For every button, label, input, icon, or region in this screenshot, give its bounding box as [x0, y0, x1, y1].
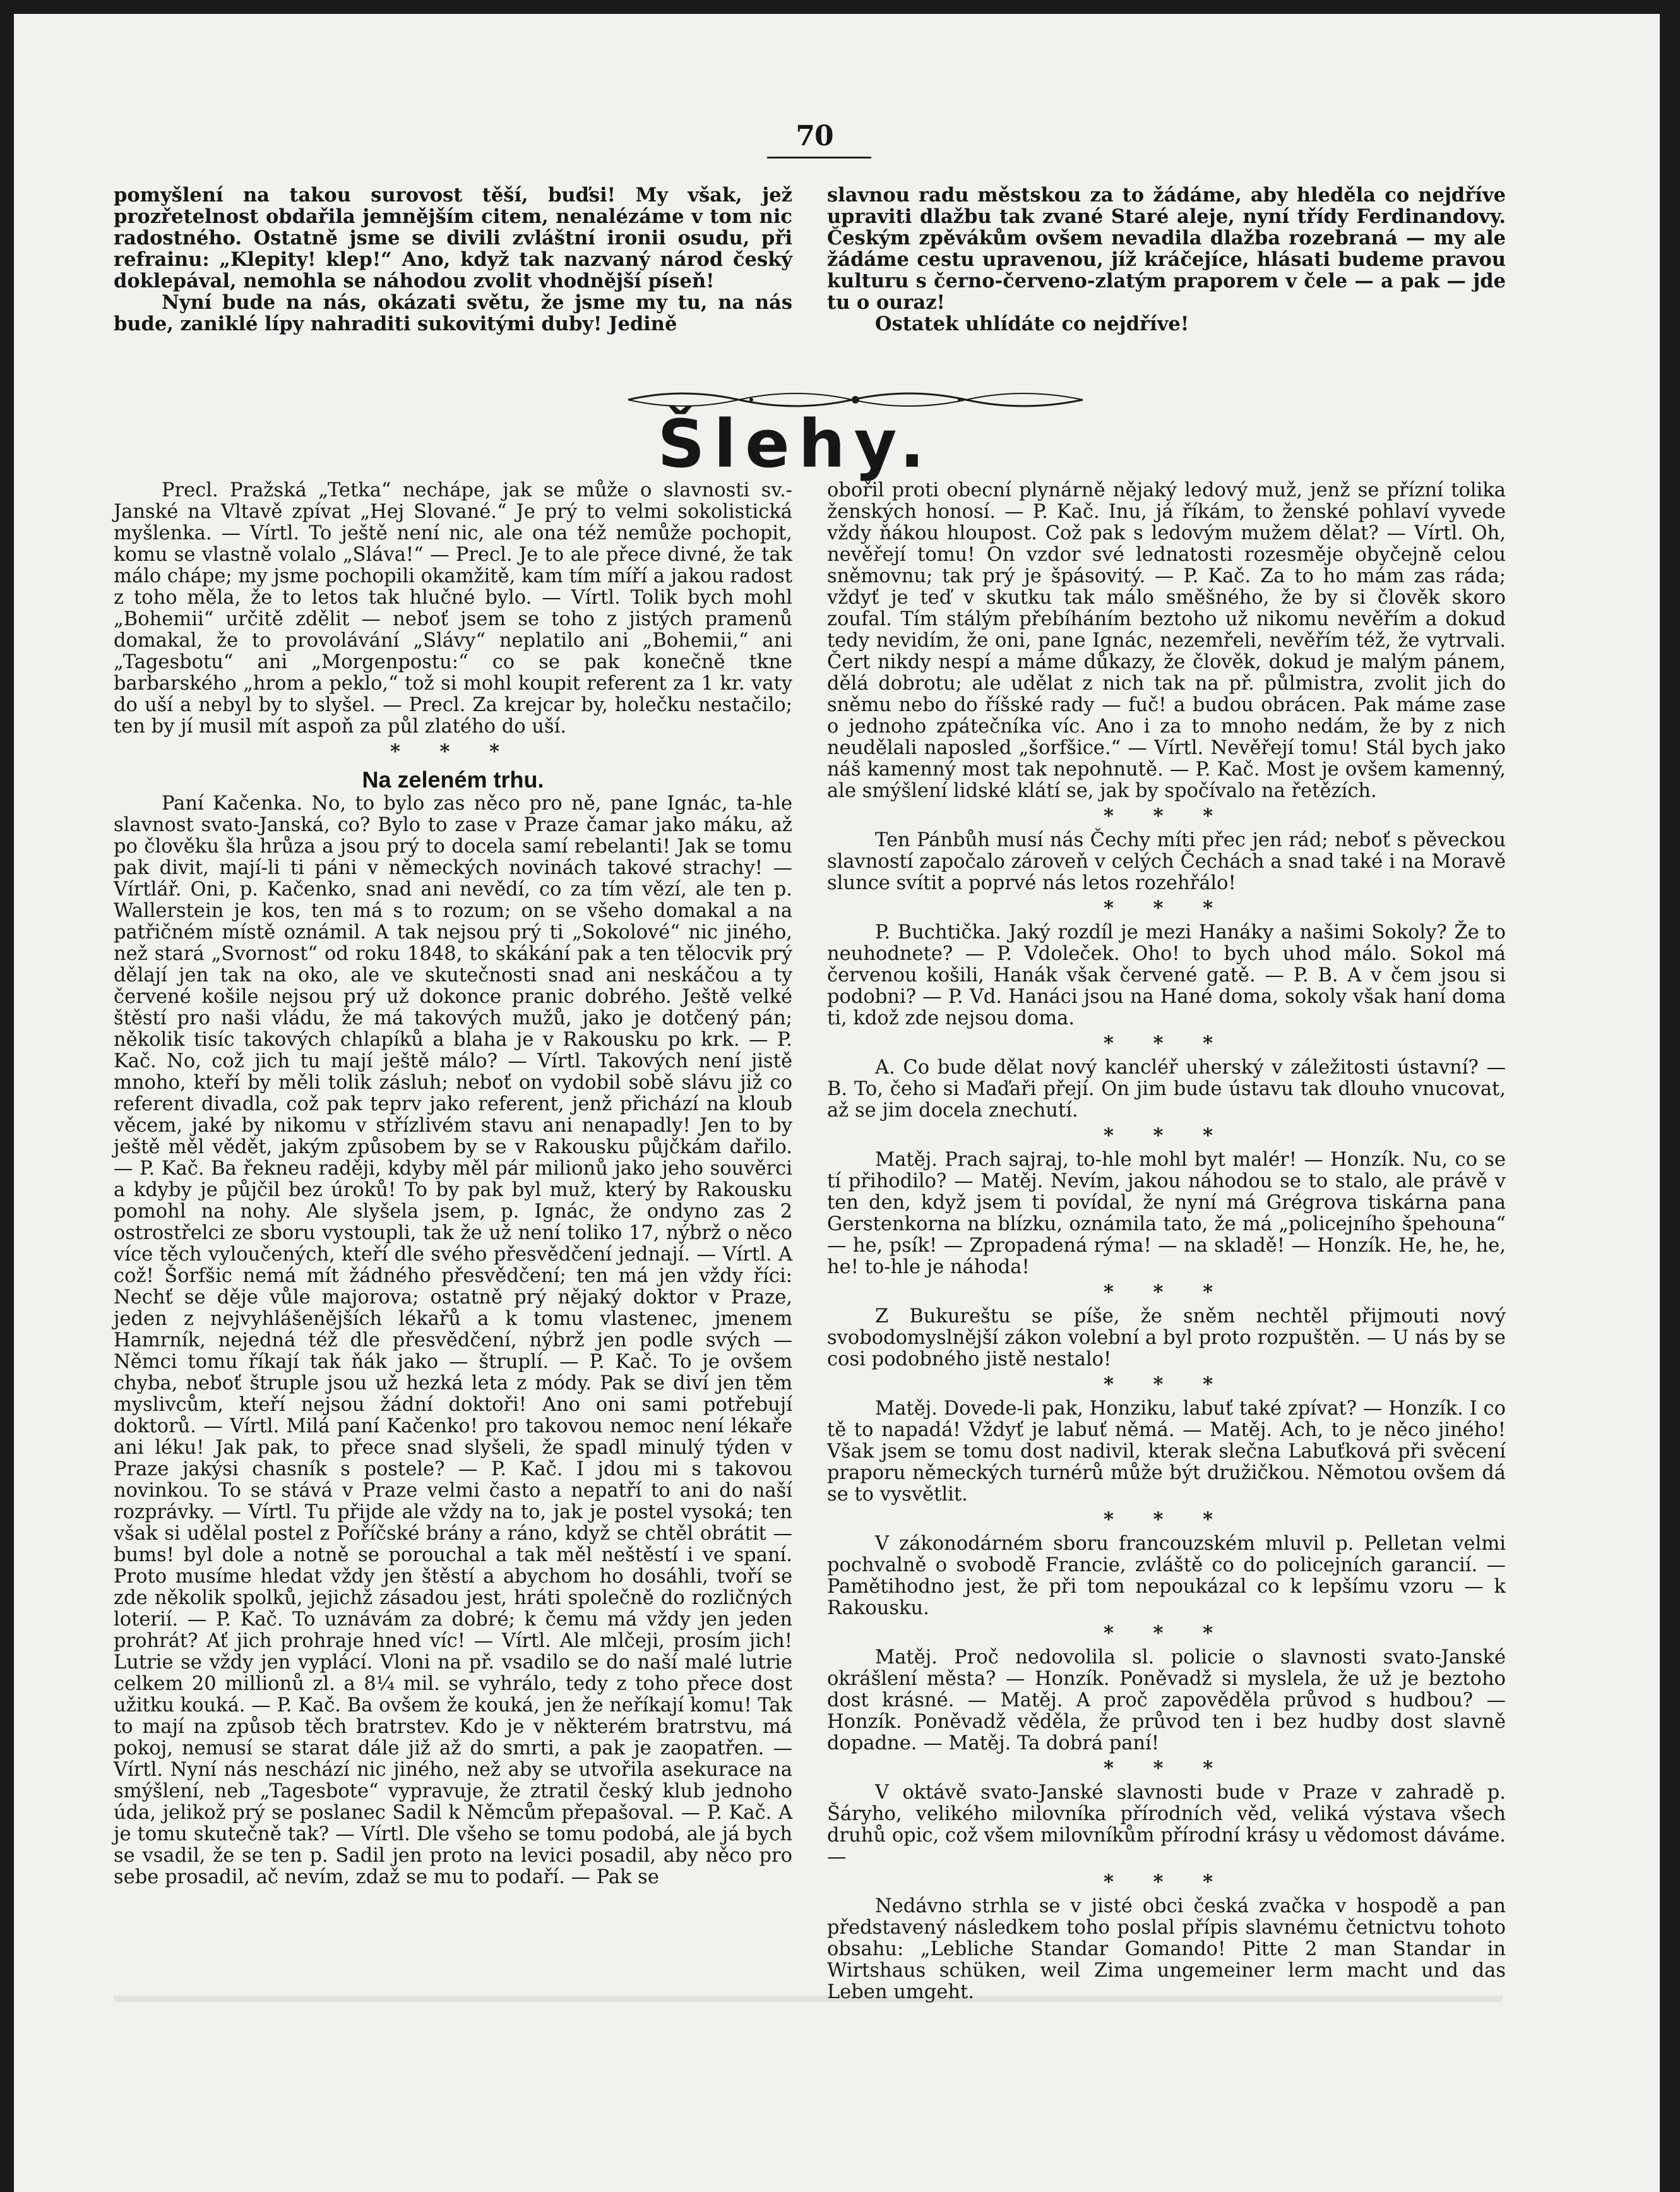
- right-paragraph-7: Matěj. Dovede-li pak, Honziku, labuť také zpívat? — Honzík. I co tě to napadá! Vždyť je labuť němá. — Matěj. Ach, to je něco jiného! Však jsem se tomu dost nadivil, kterak slečna Labuťková při svěcení praporu německých turnérů může být družičkou. Němotou ovšem dá se to vysvětlit.: [827, 1398, 1506, 1506]
- dialogue-precl-virtl: Precl. Pražská „Tetka“ nechápe, jak se může o slavnosti sv.-Janské na Vltavě zpívat „Hej Slované.“ Je prý to velmi sokolistická myšlenka. — Vírtl. To ještě není nic, ale ona též nemůže pochopit, komu se vlastně volalo „Sláva!“ — Precl. Je to ale přece divné, že tak málo chápe; my jsme pochopili okamžitě, kam tím míří a jakou radost z toho měla, že to letos tak hlučné bylo. — Vírtl. Tolik bych mohl „Bohemii“ určitě zdělit — neboť jsem se toho z jistých pramenů domakal, že to provolávání „Slávy“ neplatilo ani „Bohemii,“ ani „Tagesbotu“ ani „Morgenpostu:“ co se pak konečně tkne barbarského „hrom a peklo,“ tož si mohl koupit referent za 1 kr. vaty do uší a nebyl by to slyšel. — Precl. Za krejcar by, holečku nestačilo; ten by jí musil mít aspoň za půl zlatého do uší.: [114, 479, 792, 738]
- section-separator: * * *: [1103, 1124, 1230, 1147]
- section-separator: * * *: [1103, 1373, 1230, 1396]
- intro-right-column: [827, 184, 1506, 335]
- section-title: Šlehy.: [657, 405, 934, 482]
- right-paragraph-3: P. Buchtička. Jaký rozdíl je mezi Hanáky a našimi Sokoly? Že to neuhodnete? — P. Vdoleček. Oho! to bych uhod málo. Sokol má červenou košili, Hanák však červené gatě. — P. B. A v čem jsou si podobni? — P. Vd. Hanáci jsou na Hané doma, sokoly však haní doma ti, kdož zde nejsou doma.: [827, 921, 1506, 1029]
- intro-left-paragraph-1: pomyšlení na takou surovost těší, buďsi! My však, jež prozřetelnost obdařila jemnějším citem, nenalézáme v tom nic radostného. Ostatně jsme se divili zvláštní ironii osudu, při refrainu: „Klepity! klep!“ Ano, když tak nazvaný národ český doklepával, nemohla se náhodou zvolit vhodnější píseň!: [114, 184, 792, 292]
- section-separator: * * *: [1103, 1622, 1230, 1644]
- section-separator: * * *: [1103, 1281, 1230, 1303]
- right-paragraph-4: A. Co bude dělat nový kancléř uherský v záležitosti ústavní? — B. To, čeho si Maďaři přejí. On jim bude ústavu tak dlouho vnucovat, až se jim docela znechutí.: [827, 1057, 1506, 1122]
- right-paragraph-9: Matěj. Proč nedovolila sl. policie o slavnosti svato-Janské okrášlení města? — Honzík. Poněvadž si myslela, že už je beztoho dost krásné. — Matěj. A proč zapověděla průvod s hudbou? — Honzík. Poněvadž věděla, že průvod ten i bez hudby dost slavně dopadne. — Matěj. Ta dobrá paní!: [827, 1646, 1506, 1754]
- right-paragraph-1: obořil proti obecní plynárně nějaký ledový muž, jenž se přízní tolika ženských honosí. — P. Kač. Inu, já říkám, to ženské pohlaví vyvede vždy ňákou hloupost. Což pak s ledovým mužem dělat? — Vírtl. Oh, nevěřejí tomu! On vzdor své lednatosti rozesměje obyčejně celou sněmovnu; tak prý je špásovitý. — P. Kač. Za to ho mám zas ráda; vždyť je teď v skutku tak málo směšného, že by si člověk skoro zoufal. Tím stálým přebíháním beztoho už nikomu nevěřím a dokud tedy nevidím, že oni, pane Ignác, nezemřeli, nevěřím též, že vytrvali. Čert nikdy nespí a máme důkazy, že člověk, dokud je malým pánem, dělá dobrotu; ale udělat z nich tak na př. půlmistra, zvolit jich do sněmu nebo do říšské rady — fuč! a budou obrácen. Pak máme zase o jednoho zpátečníka víc. Ano i za to mnoho nedám, že by z nich neudělali naposled „šorfšice.“ — Vírtl. Nevěřejí tomu! Stál bych jako náš kamenný most tak nepohnutě. — P. Kač. Most je ovšem kamenný, ale smýšlení lidské klátí se, jak by spočívalo na řetězích.: [827, 479, 1506, 802]
- section-separator: * * *: [1103, 1757, 1230, 1780]
- right-paragraph-2: Ten Pánbůh musí nás Čechy míti přec jen rád; neboť s pěveckou slavností započalo zároveň v celých Čechách a snad také i na Moravě slunce svítit a poprvé nás letos rozehřálo!: [827, 829, 1506, 894]
- right-paragraph-11: Nedávno strhla se v jisté obci česká zvačka v hospodě a pan představený následkem toho poslal přípis slavnému četnictvu tohoto obsahu: „Lebliche Standar Gomando! Pitte 2 man Standar in Wirtshaus schüken, weil Zima ungemeiner lerm macht und das Leben umgeht.: [827, 1895, 1506, 2003]
- intro-left-column: [114, 184, 792, 335]
- scan-border-right: [1660, 0, 1680, 2192]
- section-separator: * * *: [1103, 1508, 1230, 1531]
- subheading-green-market: Na zeleném trhu.: [362, 767, 544, 793]
- section-separator: * * *: [1103, 1032, 1230, 1055]
- intro-left-paragraph-2: Nyní bude na nás, okázati světu, že jsme my tu, na nás bude, zaniklé lípy nahraditi sukovitými duby! Jedině: [114, 291, 792, 335]
- print-smudge: [114, 1996, 1503, 2002]
- intro-right-paragraph-2: Ostatek uhlídáte co nejdříve!: [875, 313, 1189, 335]
- right-main-column: [827, 480, 1506, 2003]
- right-paragraph-6: Z Bukureštu se píše, že sněm nechtěl přijmouti nový svobodomyslnější zákon volební a byl proto rozpuštěn. — U nás by se cosi podobného jistě nestalo!: [827, 1305, 1506, 1370]
- scan-border-left: [0, 0, 14, 2192]
- intro-right-paragraph-1: slavnou radu městskou za to žádáme, aby hleděla co nejdříve upraviti dlažbu tak zvané Staré aleje, nyní třídy Ferdinandovy. Českým zpěvákům ovšem nevadila dlažba rozebraná — my ale žádáme cestu upravenou, jíž kráčejíce, hlásati budeme pravou kulturu s černo-červeno-zlatým praporem v čele — a pak — jde tu o ouraz!: [827, 184, 1506, 314]
- section-separator: * * *: [1103, 805, 1230, 827]
- dialogue-green-market: Paní Kačenka. No, to bylo zas něco pro ně, pane Ignác, ta-hle slavnost svato-Janská, co? Bylo to zase v Praze čamar jako máku, až po člověku šla hrůza a jsou prý to docela samí rebelanti! Jak se tomu pak divit, mají-li ti páni v německých novinách takové strachy! — Vírtlář. Oni, p. Kačenko, snad ani nevědí, co za tím vězí, ale ten p. Wallerstein je kos, ten má s to rozum; on se všeho domakal a na patřičném místě oznámil. A tak nejsou prý ti „Sokolové“ nic jiného, než stará „Svornost“ od roku 1848, to skákání pak a ten tělocvik prý dělají jen tak na oko, ale ve skutečnosti snad ani neskáčou a ty červené košile nejsou prý už dokonce pranic dobrého. Ještě velké štěstí pro naši vládu, že má takových mužů, jako je dotčený pán; několik tisíc takových chlapíků a blaha je v Rakousku po krk. — P. Kač. No, což jich tu mají ještě málo? — Vírtl. Takových není jistě mnoho, kteří by měli tolik zásluh; neboť on vydobil sobě slávu již co referent divadla, což pak teprv jako referent, jenž přichází na kloub věcem, jaké by nikomu v střízlivém stavu ani nenapadly! Jen to by ještě měl vědět, jakým způsobem by se v Rakousku půjčkám dařilo. — P. Kač. Ba řekneu raději, kdyby měl pár milionů jako jeho souvěrci a kdyby je půjčil bez úroků! To by pak byl muž, který by Rakousku pomohl na nohy. Ale slyšela jsem, p. Ignác, že ondyno zas 2 ostrostřelci ze sboru vystoupli, tak že už není toliko 17, nýbrž o něco více těch vyloučených, kteří dle svého přesvědčení jednají. — Vírtl. A což! Šorfšic nemá mít žádného přesvědčení; ten má jen vždy říci: Nechť se děje vůle majorova; ostatně prý nějaký doktor v Praze, jeden z nejvyhlášenějších lékařů a k tomu vlastenec, jmenem Hamrník, nejedná též dle přesvědčení, nýbrž jen podle svých — Němci tomu říkají tak ňák jako — štruplí. — P. Kač. To je ovšem chyba, neboť štruple jsou už hezká leta z módy. Pak se diví jen těm myslivcům, kteří nejsou žádní doktoři! Ano oni sami potřebují doktorů. — Vírtl. Milá paní Kačenko! pro takovou nemoc není lékaře ani léku! Jak pak, to přece snad slyšeli, že spadl minulý týden v Praze jakýsi chasník s postele? — P. Kač. I jdou mi s takovou novinkou. To se stává v Praze velmi často a nepatří to ani do naší rozprávky. — Vírtl. Tu přijde ale vždy na to, jak je postel vysoká; ten však si udělal postel z Poříčské brány a ráno, když se chtěl obrátit — bums! byl dole a notně se porouchal a tak měl neštěstí i ve spaní. Proto musíme hledat vždy jen štěstí a abychom ho dosáhli, tvoří se zde několik spolků, jejichž zásadou jest, hráti společně do rozličných loterií. — P. Kač. To uznávám za dobré; k čemu má vždy jen jeden prohrát? Ať jich prohraje hned víc! — Vírtl. Ale mlčeji, prosím jich! Lutrie se vždy jen vyplácí. Vloni na př. vsadilo se do naší malé lutrie celkem 20 millionů zl. a 8¼ mil. se vyhrálo, tedy z toho přece dost užitku kouká. — P. Kač. Ba ovšem že kouká, jen že neříkají komu! Tak to mají na způsob těch bratrstev. Kdo je v některém bratrstvu, má pokoj, nemusí se starat dále již až do smrti, a pak je zaopatřen. — Vírtl. Nyní nás neschází nic jiného, než aby se utvořila asekurace na smýšlení, neb „Tagesbote“ vypravuje, že ztratil český klub jednoho úda, jelikož prý se poslanec Sadil k Němcům přepašoval. — P. Kač. A je tomu skutečně tak? — Vírtl. Dle všeho se tomu podobá, ale já bych se vsadil, že se ten p. Sadil jen proto na levici posadil, aby něco pro sebe prosadil, ač nevím, zdaž se mu to podaří. — Pak se: [114, 793, 792, 1888]
- page-number-rule: [767, 157, 871, 159]
- right-paragraph-8: V zákonodárném sboru francouzském mluvil p. Pelletan velmi pochvalně o svobodě Francie, zvláště co do policejních garancií. — Pamětihodno jest, že při tom nepoukázal co k lepšímu vzoru — k Rakousku.: [827, 1533, 1506, 1619]
- section-separator: * * *: [390, 740, 516, 763]
- right-paragraph-10: V oktávě svato-Janské slavnosti bude v Praze v zahradě p. Šáryho, velikého milovníka přírodních věd, veliká výstava všech druhů opic, což všem milovníkům přírodní krásy u vědomost dáváme. —: [827, 1782, 1506, 1868]
- left-main-column: [114, 480, 792, 1888]
- section-separator: * * *: [1103, 1871, 1230, 1893]
- right-paragraph-5: Matěj. Prach sajraj, to-hle mohl byt malér! — Honzík. Nu, co se tí přihodilo? — Matěj. Nevím, jakou náhodou se to stalo, ale právě v ten den, když jsem ti povídal, že nyní má Grégrova tiskárna pana Gerstenkorna na blízku, oznámila tato, že má „policejního špehouna“ — he, psík! — Zpropadená rýma! — na skladě! — Honzík. He, he, he, he! to-hle je náhoda!: [827, 1149, 1506, 1278]
- scan-border-top: [0, 0, 1680, 14]
- page-number: 70: [795, 120, 833, 152]
- section-separator: * * *: [1103, 897, 1230, 919]
